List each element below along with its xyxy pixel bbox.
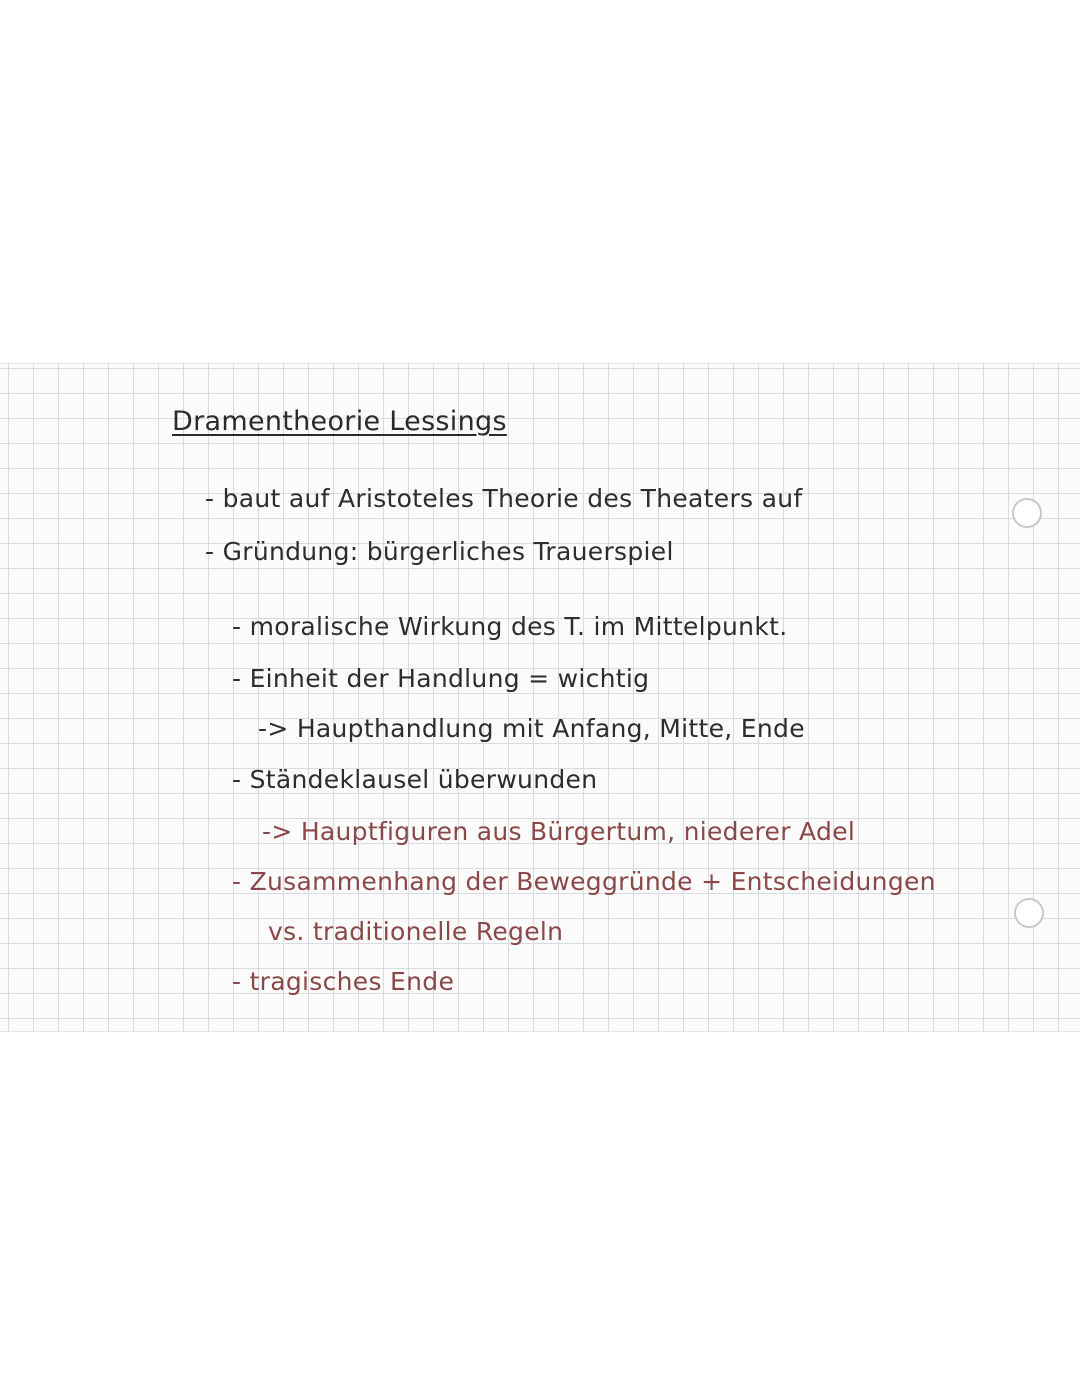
note-line: - Einheit der Handlung = wichtig [232, 664, 650, 693]
note-line: - Ständeklausel überwunden [232, 765, 598, 794]
note-line: - moralische Wirkung des T. im Mittelpunkt. [232, 612, 788, 641]
note-title: Dramentheorie Lessings [172, 406, 507, 437]
note-line: - Gründung: bürgerliches Trauerspiel [205, 537, 674, 566]
punch-hole-icon [1012, 498, 1042, 528]
note-line: - tragisches Ende [232, 967, 455, 996]
note-line: - baut auf Aristoteles Theorie des Theaters auf [205, 484, 803, 513]
grid-paper-sheet [0, 363, 1080, 1032]
note-line: -> Hauptfiguren aus Bürgertum, niederer Adel [262, 817, 856, 846]
punch-hole-icon [1014, 898, 1044, 928]
note-line: - Zusammenhang der Beweggründe + Entscheidungen [232, 867, 936, 896]
note-line: vs. traditionelle Regeln [268, 917, 564, 946]
note-line: -> Haupthandlung mit Anfang, Mitte, Ende [258, 714, 805, 743]
